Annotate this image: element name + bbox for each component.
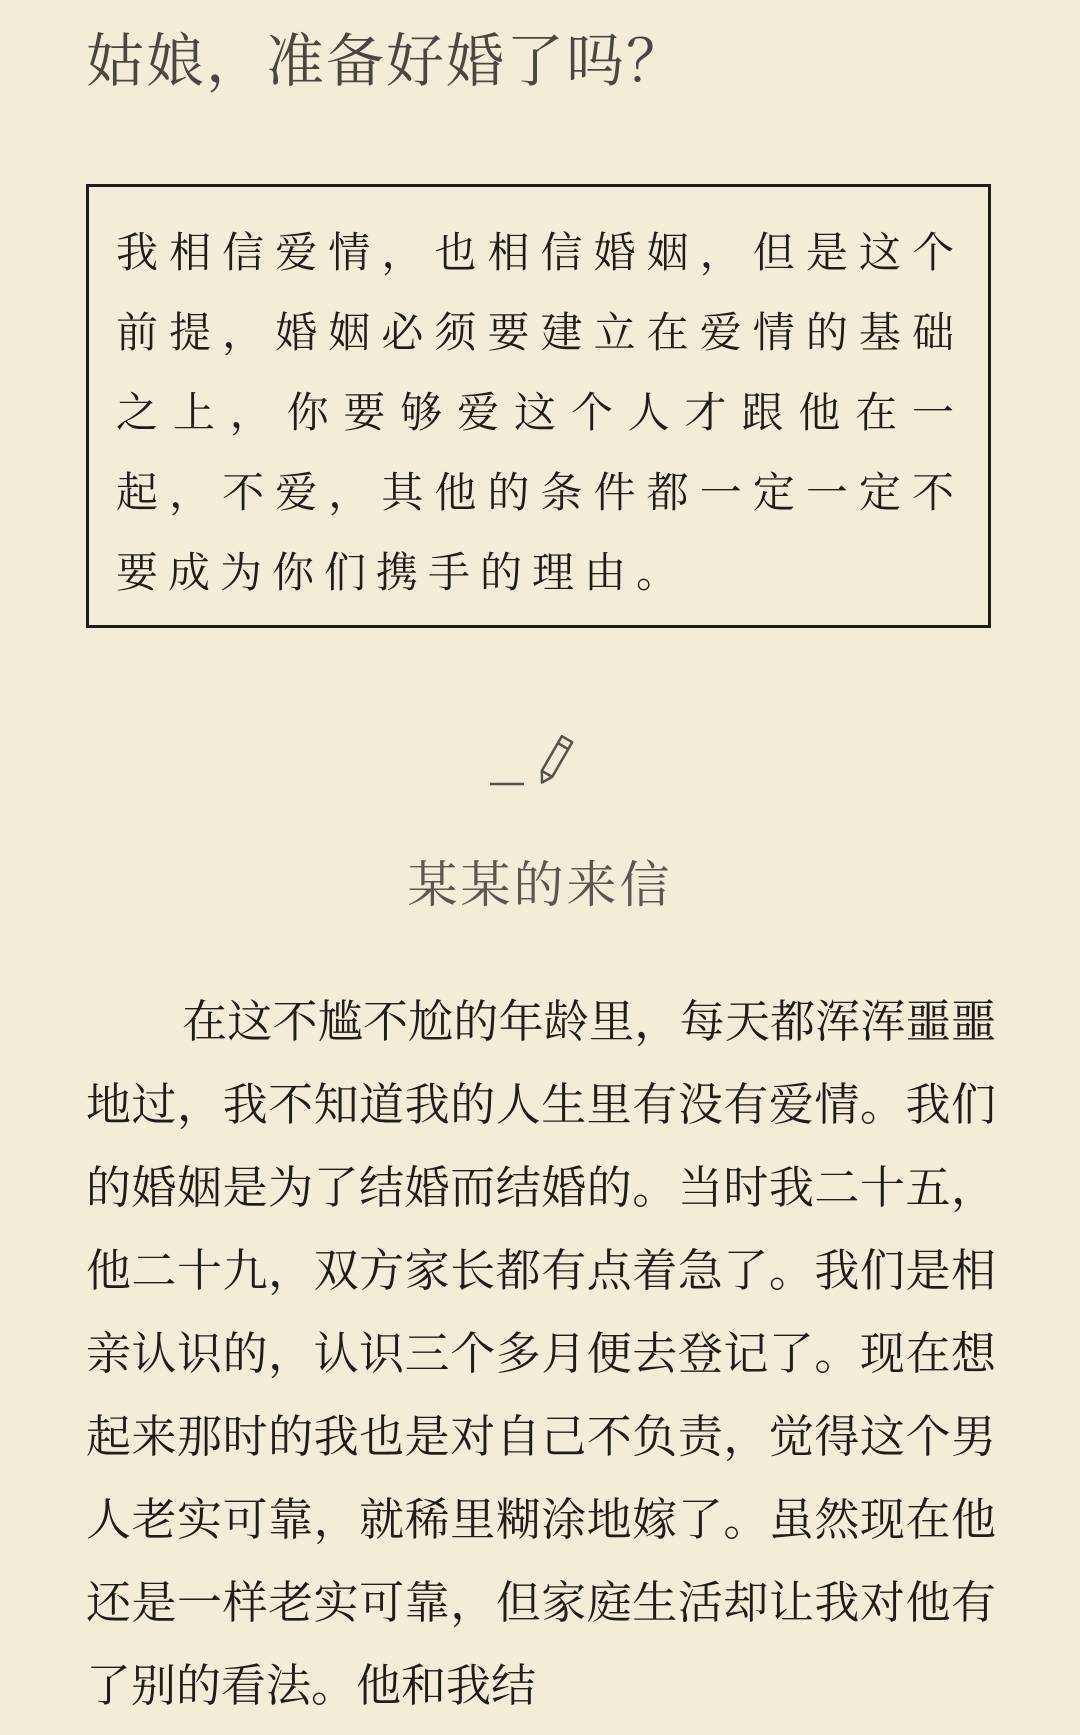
chapter-title: 姑娘，准备好婚了吗？ [86, 27, 687, 95]
quote-box [86, 184, 991, 628]
letter-body: 在这不尴不尬的年龄里，每天都浑浑噩噩地过，我不知道我的人生里有没有爱情。我们的婚姻是为了结婚而结婚的。当时我二十五，他二十九，双方家长都有点着急了。我们是相亲认识的，认识三个多月便去登记了。现在想起来那时的我也是对自己不负责，觉得这个男人老实可靠，就稀里糊涂地嫁了。虽然现在他还是一样老实可靠，但家庭生活却让我对他有了别的看法。他和我结 [86, 995, 996, 1712]
letter-heading: 某某的来信 [407, 856, 673, 914]
pencil-icon [490, 730, 590, 790]
quote-text: 我相信爱情，也相信婚姻，但是这个前提，婚姻必须要建立在爱情的基础之上，你要够爱这个人才跟他在一起，不爱，其他的条件都一定一定不要成为你们携手的理由。 [116, 228, 964, 597]
